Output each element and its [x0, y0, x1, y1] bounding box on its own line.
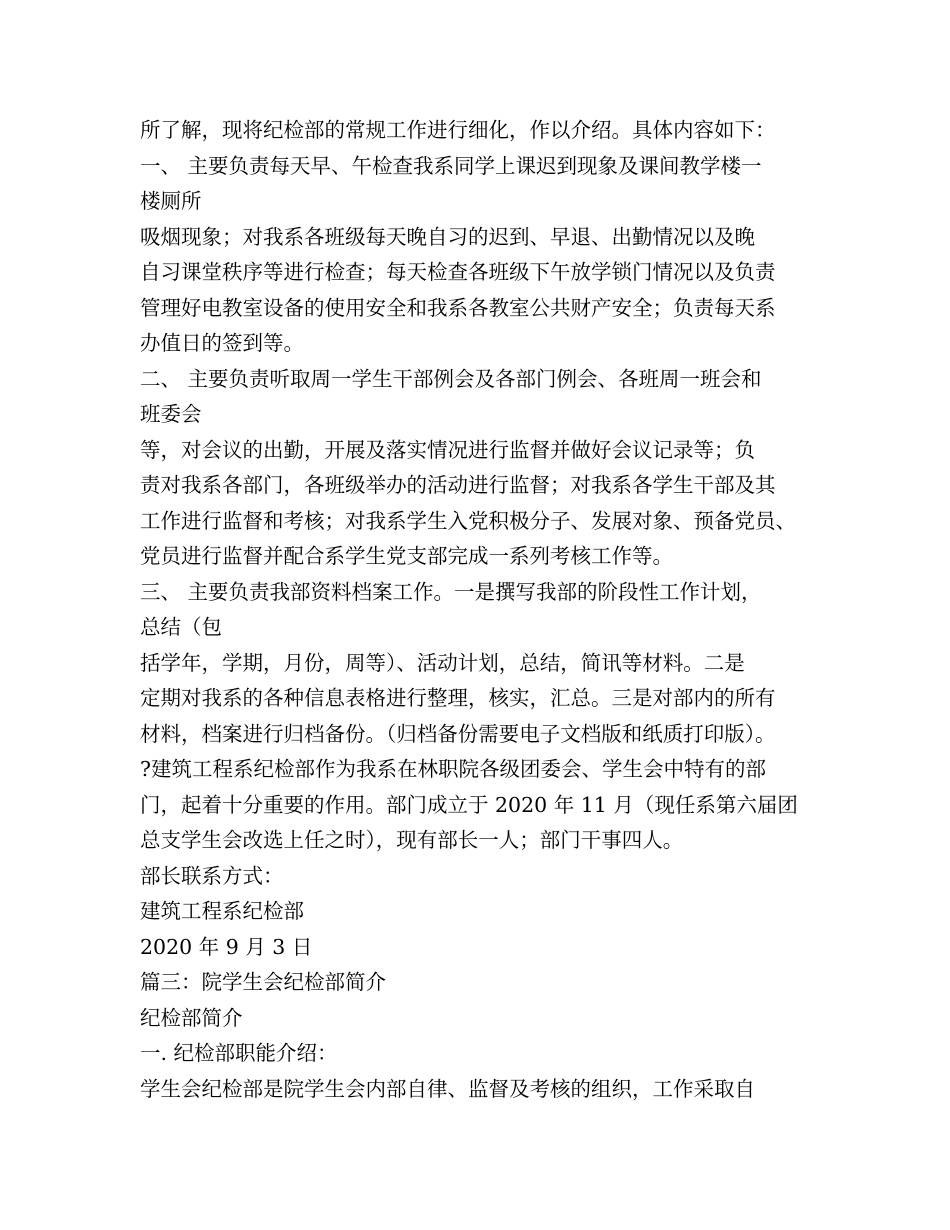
text-line: 楼厕所 — [140, 189, 202, 213]
text-line: 总结（包 — [140, 615, 222, 639]
text-line: 工作进行监督和考核；对我系学生入党积极分子、发展对象、预备党员、 — [140, 509, 796, 533]
text-line: 二、 主要负责听取周一学生干部例会及各部门例会、各班周一班会和 — [140, 367, 762, 391]
text-line: 自习课堂秩序等进行检查；每天检查各班级下午放学锁门情况以及负责 — [140, 260, 776, 284]
text-line: 建筑工程系纪检部 — [140, 899, 304, 923]
text-line: 一. 纪检部职能介绍： — [140, 1041, 338, 1065]
text-line: 党员进行监督并配合系学生党支部完成一系列考核工作等。 — [140, 544, 673, 568]
text-line: 学生会纪检部是院学生会内部自律、监督及考核的组织，工作采取自 — [140, 1077, 755, 1101]
text-line: 等，对会议的出勤，开展及落实情况进行监督并做好会议记录等；负 — [140, 438, 755, 462]
text-line: 吸烟现象；对我系各班级每天晚自习的迟到、早退、出勤情况以及晚 — [140, 225, 755, 249]
text-line: 责对我系各部门，各班级举办的活动进行监督；对我系各学生干部及其 — [140, 473, 776, 497]
text-line: 所了解，现将纪检部的常规工作进行细化，作以介绍。具体内容如下： — [140, 118, 776, 142]
text-line: 三、 主要负责我部资料档案工作。一是撰写我部的阶段性工作计划， — [140, 580, 762, 604]
text-line: 门，起着十分重要的作用。部门成立于 2020 年 11 月（现任系第六届团 — [140, 793, 798, 817]
section-subheading: 纪检部简介 — [140, 1006, 243, 1030]
section-heading: 篇三：院学生会纪检部简介 — [140, 970, 386, 994]
text-line: 材料，档案进行归档备份。（归档备份需要电子文档版和纸质打印版）。 — [140, 722, 776, 746]
text-line: 2020 年 9 月 3 日 — [140, 935, 313, 959]
text-line: 定期对我系的各种信息表格进行整理，核实，汇总。三是对部内的所有 — [140, 686, 776, 710]
text-line: 班委会 — [140, 402, 202, 426]
text-line: 管理好电教室设备的使用安全和我系各教室公共财产安全；负责每天系 — [140, 296, 776, 320]
text-line: 办值日的签到等。 — [140, 331, 304, 355]
text-line: ?建筑工程系纪检部作为我系在林职院各级团委会、学生会中特有的部 — [140, 757, 766, 781]
text-line: 一、 主要负责每天早、午检查我系同学上课迟到现象及课间教学楼一 — [140, 154, 762, 178]
text-line: 总支学生会改选上任之时），现有部长一人；部门干事四人。 — [140, 828, 684, 852]
text-line: 部长联系方式： — [140, 864, 284, 888]
text-line: 括学年，学期，月份，周等）、活动计划，总结，简讯等材料。二是 — [140, 651, 745, 675]
